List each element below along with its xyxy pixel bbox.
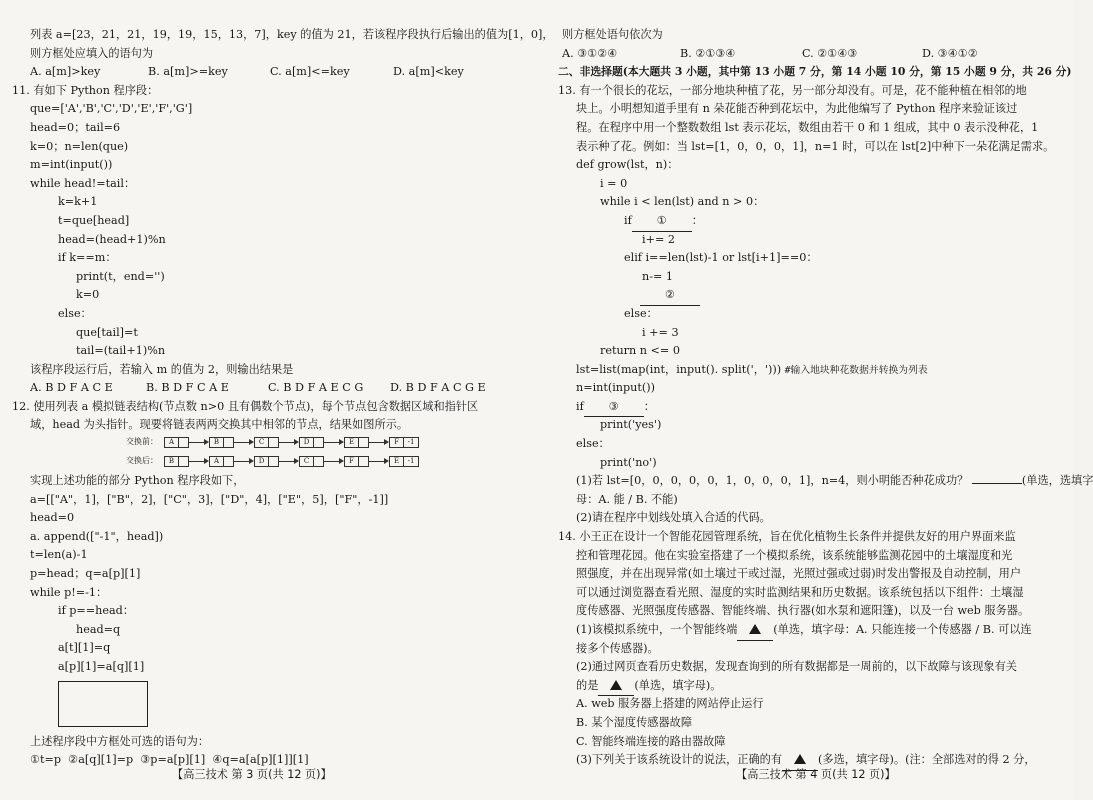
q12-code-line: head=q — [76, 622, 121, 636]
list-node: F -1 — [389, 437, 419, 448]
arrow-icon — [279, 438, 299, 447]
answer-blank[interactable] — [737, 621, 773, 641]
order-line: 则方框处语句依次为 — [562, 28, 663, 41]
answer-box — [58, 681, 148, 727]
list-node: A — [164, 437, 189, 448]
q14-para: 14. 小王正在设计一个智能花园管理系统，旨在优化植物生长条件并提供友好的用户界面来监 — [558, 530, 1016, 544]
q12-code-line: p=head；q=a[p][1] — [30, 567, 141, 581]
q11-option-c: C. B D F A E C G — [268, 381, 364, 395]
q11-code-line: que[tail]=t — [76, 325, 138, 339]
arrow-icon — [369, 457, 389, 466]
answer-blank[interactable] — [598, 677, 634, 697]
list-node: F — [344, 456, 369, 467]
blank-1[interactable]: ① — [632, 212, 692, 232]
q11-question: 该程序段运行后，若输入 m 的值为 2，则输出结果是 — [30, 362, 294, 376]
q13-code-def: def grow(lst，n)： — [576, 158, 679, 172]
q14-sub3: (3)下列关于该系统设计的说法，正确的有 (多选，填字母)。(注：全部选对的得 2 分， — [576, 751, 1062, 770]
q11-code-line: while head!=tail： — [30, 176, 136, 190]
order-option-c: C. ②①④③ — [802, 46, 858, 60]
q12-choices: ①t=p ②a[q][1]=p ③p=a[p][1] ④q=a[a[p][1]][1] — [30, 753, 309, 767]
q14-sub1: (1)该模拟系统中，一个智能终端 (单选，填字母：A. 只能连接一个传感器 / B. 可以连 — [576, 621, 1062, 640]
arrow-icon — [189, 438, 209, 447]
arrow-icon — [234, 438, 254, 447]
q14-option-b: B. 某个湿度传感器故障 — [576, 715, 693, 729]
q10-options — [30, 63, 530, 82]
list-node: C — [254, 437, 279, 448]
list-node: E -1 — [389, 456, 419, 467]
q13-code-line: n-= 1 — [642, 269, 674, 283]
q13-code-line: else： — [576, 437, 610, 451]
list-node: B — [209, 437, 234, 448]
q10-intro-line1: 列表 a=[23，21，21，19，19，15，13，7]，key 的值为 21，若该程序段执行后输出的值为[1，0]， — [30, 28, 554, 41]
q13-code-line: print('yes') — [600, 418, 662, 432]
q13-code-line: print('no') — [600, 455, 657, 469]
q14-para: 控和管理花园。他在实验室搭建了一个模拟系统，该系统能够监测花园中的土壤湿度和光 — [576, 548, 1013, 562]
q10-option-b: B. a[m]>=key — [148, 65, 228, 79]
q13-code-line: i+= 2 — [642, 232, 675, 246]
q12-code-line: a[p][1]=a[q][1] — [58, 660, 145, 673]
q11-code-line: head=(head+1)%n — [58, 232, 166, 246]
q11-code-line: else： — [58, 306, 92, 320]
before-caption: 交换前： — [126, 437, 158, 447]
q11-code-line: k=0；n=len(que) — [30, 139, 129, 153]
q13-code-blank2 — [640, 286, 1062, 305]
q13-para: 程。在程序中用一个整数数组 lst 表示花坛，数组由若干 0 和 1 组成，其中 0 表示没种花，1 — [576, 120, 1039, 134]
q14-para: 度传感器、光照强度传感器、智能终端、执行器(如水泵和遮阳篷)，以及一台 web 服务器。 — [576, 604, 1030, 618]
q14-sub2-cont: 的是 (单选，填字母)。 — [576, 677, 1062, 696]
q11-option-b: B. B D F C A E — [146, 381, 229, 395]
q11-code-line: tail=(tail+1)%n — [76, 344, 166, 358]
triangle-icon — [794, 754, 806, 764]
q13-code-line: while i < len(lst) and n > 0： — [600, 195, 765, 209]
q11-options — [30, 379, 530, 398]
q13-sub1: (1)若 lst=[0，0，0，0，0，1，0，0，0，1]，n=4，则小明能否种花成功？ (单选，选填字 — [576, 474, 1093, 488]
q13-para: 13. 有一个很长的花坛，一部分地块种植了花，另一部分却没有。可是，花不能种植在相邻的地 — [558, 83, 1027, 97]
q10-intro-line2: 则方框处应填入的语句为 — [30, 46, 154, 60]
arrow-icon — [369, 438, 389, 447]
q10-option-d: D. a[m]<key — [393, 65, 464, 79]
q14-option-c: C. 智能终端连接的路由器故障 — [576, 734, 726, 748]
q11-code-line: if k==m： — [58, 251, 117, 265]
q13-code-line: elif i==len(lst)-1 or lst[i+1]==0： — [624, 251, 818, 265]
q12-line1: 12. 使用列表 a 模拟链表结构(节点数 n>0 且有偶数个节点)，每个节点包含数据区域和指针区 — [12, 399, 479, 413]
q11-title: 11. 有如下 Python 程序段： — [12, 83, 159, 97]
q11-code-line: print(t，end='') — [76, 269, 165, 283]
q13-sub1-cont: 母：A. 能 / B. 不能) — [576, 492, 678, 506]
q11-code-line: t=que[head] — [58, 213, 130, 227]
arrow-icon — [279, 457, 299, 466]
left-page — [12, 26, 554, 770]
q13-code-line: else： — [624, 306, 658, 320]
q13-para: 表示种了花。例如：当 lst=[1，0，0，0，1]，n=1 时，可以在 lst[2]中种下一朵花满足需求。 — [576, 139, 1055, 153]
q12-code-line: a=[["A"，1]，["B"，2]，["C"，3]，["D"，4]，["E"，5]，["F"，-1]] — [30, 492, 389, 506]
q13-code-line: i += 3 — [642, 325, 679, 339]
page-footer-right: 【高三技术 第 4 页(共 12 页)】 — [736, 768, 896, 781]
triangle-icon — [749, 624, 761, 634]
q13-sub2: (2)请在程序中划线处填入合适的代码。 — [576, 511, 771, 525]
q11-option-a: A. B D F A C E — [30, 381, 113, 395]
right-page — [558, 26, 1093, 770]
q12-code-line: if p==head： — [58, 604, 135, 618]
arrow-icon — [189, 457, 209, 466]
list-node: E — [344, 437, 369, 448]
q13-code-line: i = 0 — [600, 176, 628, 190]
blank-2[interactable]: ② — [640, 286, 700, 306]
page-footer-left: 【高三技术 第 3 页(共 12 页)】 — [172, 768, 332, 781]
q14-sub2: (2)通过网页查看历史数据，发现查询到的所有数据都是一周前的，以下故障与该现象有关 — [576, 660, 1017, 674]
q12-question: 上述程序段中方框处可选的语句为： — [30, 734, 210, 748]
after-caption: 交换后： — [126, 456, 158, 466]
q12-line2: 域，head 为头指针。现要将链表两两交换其中相邻的节点，结果如图所示。 — [30, 418, 409, 432]
q11-code-line: head=0；tail=6 — [30, 120, 121, 134]
q14-sub1-cont: 接多个传感器)。 — [576, 641, 659, 655]
order-option-a: A. ③①②④ — [562, 46, 618, 60]
order-options — [562, 45, 1062, 64]
order-option-b: B. ②①③④ — [680, 46, 736, 60]
q14-para: 可以通过浏览器查看光照、湿度的实时监测结果和历史数据。该系统包括以下组件：土壤湿 — [576, 585, 1024, 599]
q11-code-line: m=int(input()) — [30, 158, 113, 172]
q14-option-a: A. web 服务器上搭建的网站停止运行 — [576, 697, 764, 711]
arrow-icon — [234, 457, 254, 466]
list-node: C — [299, 456, 324, 467]
arrow-icon — [324, 457, 344, 466]
order-option-d: D. ③④①② — [922, 46, 978, 60]
linked-list-before — [126, 435, 530, 450]
q11-option-d: D. B D F A C G E — [390, 381, 486, 395]
q11-code-line: que=['A','B','C','D','E','F','G'] — [30, 102, 193, 116]
q11-code-line: k=k+1 — [58, 195, 98, 209]
q13-code-lst: lst=list(map(int，input(). split('，'))) #输入地块种花数据并转换为列表 — [576, 362, 928, 376]
code-comment: #输入地块种花数据并转换为列表 — [784, 364, 928, 376]
linked-list-after — [126, 454, 530, 469]
list-node: B — [164, 456, 189, 467]
section-2-heading: 二、非选择题(本大题共 3 小题，其中第 13 小题 7 分，第 14 小题 10 分，第 15 小题 9 分，共 26 分) — [558, 65, 1072, 79]
q13-code-line: n=int(input()) — [576, 381, 655, 395]
q13-code-if: if ① ： — [624, 212, 1062, 231]
q12-code-line: t=len(a)-1 — [30, 548, 88, 562]
q12-impl: 实现上述功能的部分 Python 程序段如下， — [30, 474, 245, 488]
q12-code-line: a[t][1]=q — [58, 641, 111, 655]
q13-code-line: return n <= 0 — [600, 344, 680, 358]
q12-code-line: while p!=-1： — [30, 585, 108, 599]
triangle-icon — [610, 680, 622, 690]
q12-code-line: head=0 — [30, 511, 75, 525]
blank-3[interactable]: ③ — [584, 398, 644, 418]
q10-option-a: A. a[m]>key — [30, 65, 101, 79]
arrow-icon — [324, 438, 344, 447]
list-node: D — [299, 437, 324, 448]
q11-code-line: k=0 — [76, 288, 100, 302]
answer-blank[interactable] — [972, 483, 1022, 484]
list-node: A — [209, 456, 234, 467]
q14-para: 照强度，并在出现异常(如土壤过干或过湿，光照过强或过弱)时发出警报及自动控制，用户 — [576, 567, 1022, 581]
list-node: D — [254, 456, 279, 467]
q13-code-if2: if ③ ： — [576, 398, 1062, 417]
q12-code-line: a. append(["-1"，head]) — [30, 529, 164, 543]
q10-option-c: C. a[m]<=key — [270, 65, 350, 79]
q13-para: 块上。小明想知道手里有 n 朵花能否种到花坛中，为此他编写了 Python 程序来验证该过 — [576, 102, 1018, 116]
